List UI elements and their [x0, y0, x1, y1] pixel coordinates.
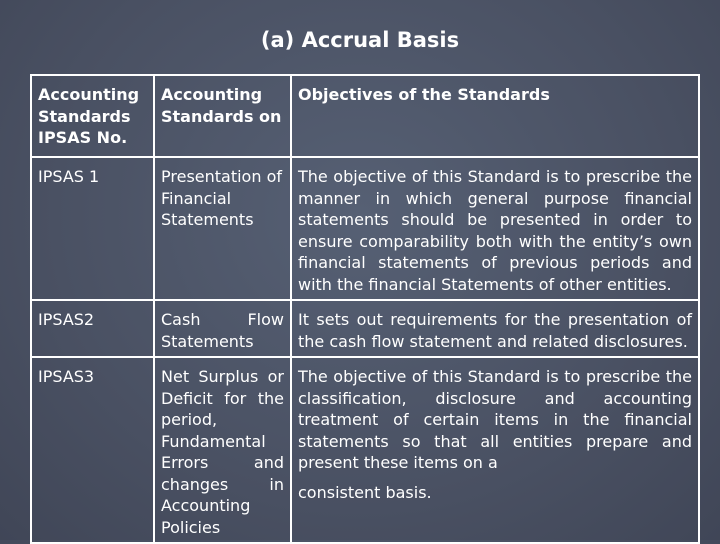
table-row	[31, 157, 699, 300]
cell-objective: The objective of this Standard is to prescribe the manner in which general purpose financial statements should be presented in order to ensure comparability both with the entity’s own financial statements of previous periods and with the financial Statements of other entities.	[291, 157, 699, 300]
standards-table	[30, 74, 700, 544]
header-standards-on: Accounting Standards on	[154, 75, 291, 157]
cell-objective-container	[291, 357, 699, 543]
cell-standard: Net Surplus or Deficit for the period, Fundamental Errors and changes in Accounting Policies	[154, 357, 291, 543]
cell-ipsas-no: IPSAS 1	[31, 157, 154, 300]
cell-objective: It sets out requirements for the presentation of the cash flow statement and related disclosures.	[291, 300, 699, 357]
table-header-row	[31, 75, 699, 157]
cell-objective: The objective of this Standard is to prescribe the classification, disclosure and accounting treatment of certain items in the financial statements so that all entities prepare and present these items on a	[298, 367, 692, 472]
slide-title: (a) Accrual Basis	[260, 28, 460, 52]
cell-standard: Cash Flow Statements	[154, 300, 291, 357]
cell-objective-tail: consistent basis.	[298, 482, 432, 502]
cell-standard: Presentation of Financial Statements	[154, 157, 291, 300]
header-objectives: Objectives of the Standards	[291, 75, 699, 157]
cell-ipsas-no: IPSAS3	[31, 357, 154, 543]
table-row	[31, 357, 699, 543]
header-ipsas-no: Accounting Standards IPSAS No.	[31, 75, 154, 157]
cell-ipsas-no: IPSAS2	[31, 300, 154, 357]
table-row	[31, 300, 699, 357]
